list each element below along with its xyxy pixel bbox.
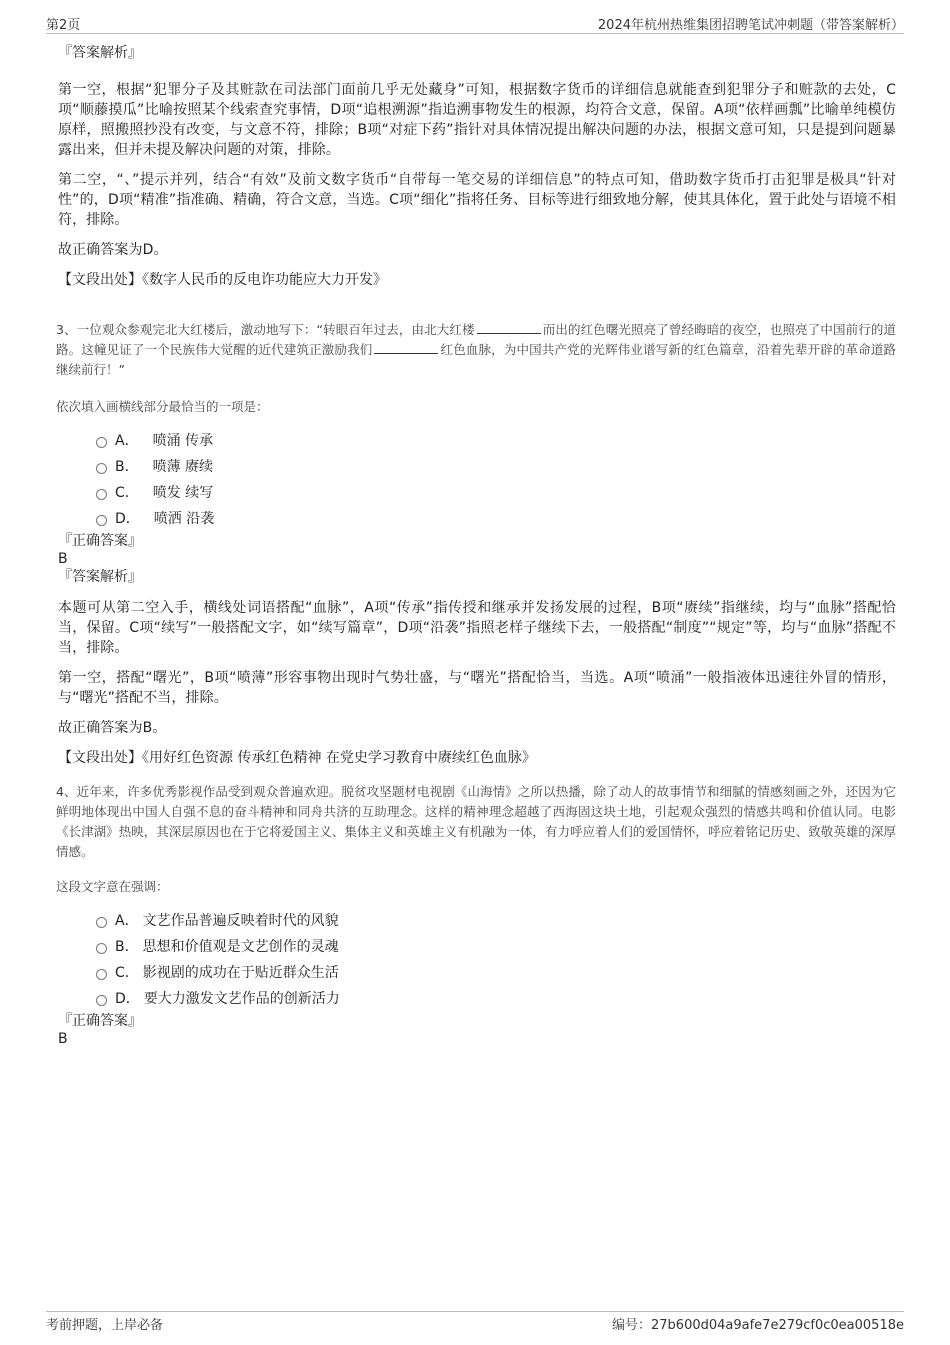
option-list <box>96 908 896 1012</box>
page-number: 第2页 <box>46 18 81 33</box>
document-code: 编号：27b600d04a9afe7e279cf0c0ea00518e <box>612 1318 904 1333</box>
question-text: 4、近年来，许多优秀影视作品受到观众普遍欢迎。脱贫攻坚题材电视剧《山海情》之所以热播，除了动人的故事情节和细腻的情感刻画之外，还因为它鲜明地体现出中国人自强不息的奋斗精神和同舟共济的互助理念。这样的精神理念超越了西海固这块土地，引起观众强烈的情感共鸣和价值认同。电影《长津湖》热映，其深层原因也在于它将爱国主义、集体主义和英雄主义有机融为一体，有力呼应着人们的爱国情怀，呼应着铭记历史、致敬英雄的深厚情感。 <box>56 784 896 859</box>
page-footer <box>46 1314 904 1334</box>
option-d[interactable]: D． 喷洒 沿袭 <box>96 506 896 532</box>
footer-divider <box>46 1311 904 1312</box>
page-header <box>46 14 904 34</box>
radio-icon[interactable] <box>96 969 107 980</box>
source-citation: 【文段出处】《用好红色资源 传承红色精神 在党史学习教育中赓续红色血脉》 <box>58 750 536 766</box>
fill-blank <box>477 321 541 334</box>
radio-icon[interactable] <box>96 943 107 954</box>
correct-answer-tag: 『正确答案』 <box>58 533 142 549</box>
option-c[interactable]: C． 喷发 续写 <box>96 480 896 506</box>
analysis-paragraph: 第二空，“、”提示并列，结合“有效”及前文数字货币“自带每一笔交易的详细信息”的特点可知，借助数字货币打击犯罪是极具“针对性”的，D项“精准”指准确、精确，符合文意，当选。C项“细化”指将任务、目标等进行细致地分解，使其具体化，置于此处与语境不相符，排除。 <box>58 172 896 228</box>
correct-answer-tag: 『正确答案』 <box>58 1013 142 1029</box>
radio-icon[interactable] <box>96 463 107 474</box>
q2-analysis <box>56 44 896 290</box>
option-a[interactable]: A． 文艺作品普遍反映着时代的风貌 <box>96 908 896 934</box>
footer-slogan: 考前押题，上岸必备 <box>46 1318 164 1333</box>
question-text-part: 而出的红色曙光照亮了曾经晦暗的夜空，也照亮了中国前行的道路。这幢见证了一个民族伟大觉醒的近代建筑正激励我们 <box>56 322 896 357</box>
analysis-tag: 『答案解析』 <box>58 569 142 585</box>
option-b[interactable]: B． 喷薄 赓续 <box>96 454 896 480</box>
option-a[interactable]: A． 喷涌 传承 <box>96 428 896 454</box>
question-text-part: 红色血脉，为中国共产党的光辉伟业谱写新的红色篇章，沿着先辈开辟的革命道路继续前行！” <box>56 342 896 377</box>
source-citation: 【文段出处】《数字人民币的反电诈功能应大力开发》 <box>58 272 387 288</box>
correct-answer: B <box>58 1031 68 1047</box>
page-content <box>56 44 896 1048</box>
question-4 <box>56 782 896 1048</box>
question-prompt: 依次填入画横线部分最恰当的一项是： <box>56 399 269 414</box>
option-b[interactable]: B． 思想和价值观是文艺创作的灵魂 <box>96 934 896 960</box>
question-prompt: 这段文字意在强调： <box>56 879 169 894</box>
radio-icon[interactable] <box>96 995 107 1006</box>
question-text <box>56 320 896 380</box>
correct-answer: B <box>58 551 68 567</box>
fill-blank <box>374 341 438 354</box>
analysis-paragraph: 第一空，根据“犯罪分子及其赃款在司法部门面前几乎无处藏身”可知，根据数字货币的详细信息就能查到犯罪分子和赃款的去处，C项“顺藤摸瓜”比喻按照某个线索查究事情，D项“追根溯源”指追溯事物发生的根源，均符合文意，保留。A项“依样画瓢”比喻单纯模仿原样，照搬照抄没有改变，与文意不符，排除；B项“对症下药”指针对具体情况提出解决问题的办法，根据文意可知，只是提到问题暴露出来，但并未提及解决问题的对策，排除。 <box>58 82 896 158</box>
document-title: 2024年杭州热维集团招聘笔试冲刺题（带答案解析） <box>597 18 904 33</box>
analysis-conclusion: 故正确答案为B。 <box>58 720 167 736</box>
analysis-paragraph: 本题可从第二空入手，横线处词语搭配“血脉”，A项“传承”指传授和继承并发扬发展的过程，B项“赓续”指继续，均与“血脉”搭配恰当，保留。C项“续写”一般搭配文字，如“续写篇章”，D项“沿袭”指照老样子继续下去，一般搭配“制度”“规定”等，均与“血脉”搭配不当，排除。 <box>58 600 896 656</box>
option-list <box>96 428 896 532</box>
option-d[interactable]: D． 要大力激发文艺作品的创新活力 <box>96 986 896 1012</box>
question-text-part: 3、一位观众参观完北大红楼后，激动地写下：“转眼百年过去，由北大红楼 <box>56 322 475 337</box>
radio-icon[interactable] <box>96 489 107 500</box>
analysis-conclusion: 故正确答案为D。 <box>58 242 168 258</box>
analysis-tag: 『答案解析』 <box>58 45 142 61</box>
radio-icon[interactable] <box>96 515 107 526</box>
question-3 <box>56 320 896 768</box>
analysis-paragraph: 第一空，搭配“曙光”，B项“喷薄”形容事物出现时气势壮盛，与“曙光”搭配恰当，当选。A项“喷涌”一般指液体迅速往外冒的情形，与“曙光”搭配不当，排除。 <box>58 670 896 706</box>
option-c[interactable]: C． 影视剧的成功在于贴近群众生活 <box>96 960 896 986</box>
radio-icon[interactable] <box>96 917 107 928</box>
header-divider <box>46 33 904 34</box>
radio-icon[interactable] <box>96 437 107 448</box>
